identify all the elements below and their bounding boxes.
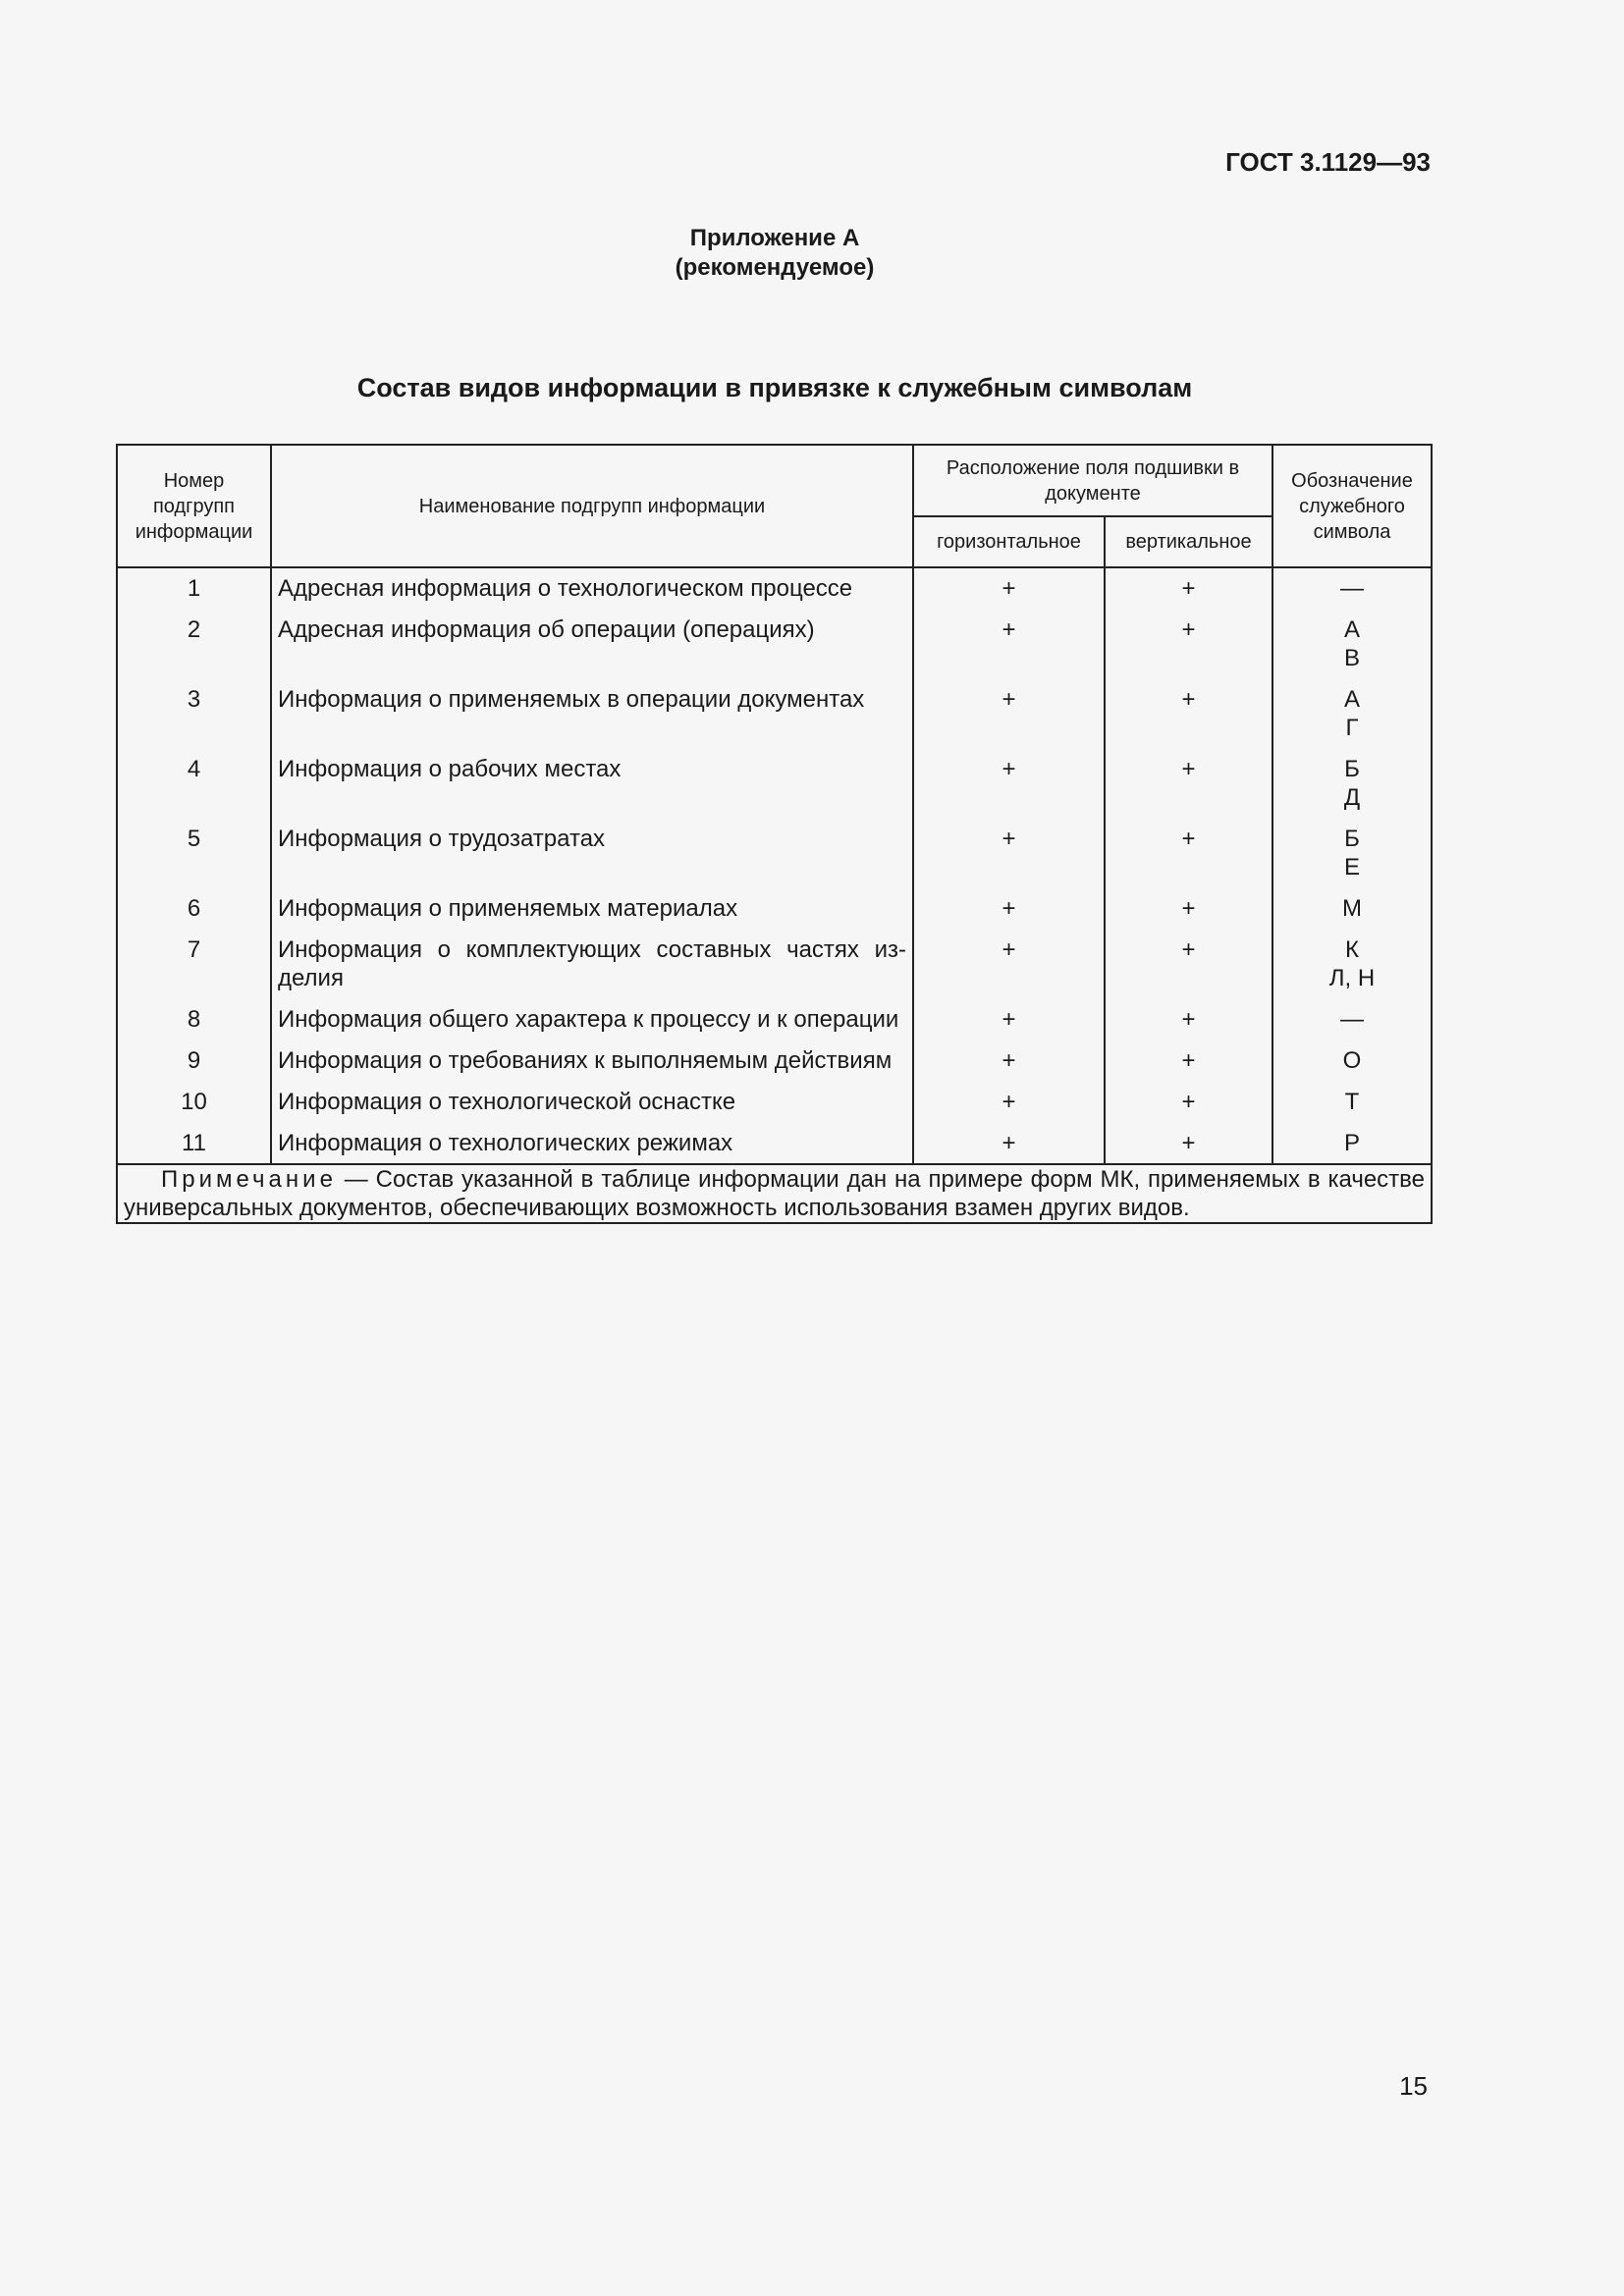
row-name: Информация о требованиях к выполняемым действиям — [271, 1041, 913, 1082]
row-number: 7 — [117, 930, 271, 999]
row-horizontal: + — [913, 819, 1105, 888]
symbol-line: А — [1343, 616, 1360, 643]
row-vertical: + — [1105, 1082, 1272, 1123]
row-vertical: + — [1105, 567, 1272, 610]
row-vertical: + — [1105, 610, 1272, 679]
info-table — [116, 444, 1433, 1224]
table-row — [117, 610, 1432, 679]
row-number: 5 — [117, 819, 271, 888]
symbol-line: — — [1340, 1006, 1364, 1033]
row-symbol — [1272, 567, 1432, 610]
table-row — [117, 749, 1432, 819]
row-number: 4 — [117, 749, 271, 819]
table-title: Состав видов информации в привязке к служебным символам — [356, 373, 1193, 402]
header-horizontal: горизонтальное — [913, 516, 1105, 567]
row-horizontal: + — [913, 1041, 1105, 1082]
symbol-line: А — [1343, 686, 1360, 713]
page-number: 15 — [1399, 2071, 1428, 2101]
symbol-line: О — [1342, 1047, 1362, 1074]
row-name: Информация общего характера к процессу и к операции — [271, 999, 913, 1041]
row-symbol — [1272, 1082, 1432, 1123]
symbol-line: Б — [1344, 826, 1360, 852]
table-row — [117, 1041, 1432, 1082]
row-number: 8 — [117, 999, 271, 1041]
row-vertical: + — [1105, 999, 1272, 1041]
row-vertical: + — [1105, 749, 1272, 819]
appendix-heading — [0, 224, 1549, 283]
row-symbol — [1272, 888, 1432, 930]
row-symbol — [1272, 679, 1432, 749]
header-name: Наименование подгрупп информации — [271, 445, 913, 567]
row-vertical: + — [1105, 888, 1272, 930]
table-row — [117, 930, 1432, 999]
symbol-line: Б — [1344, 756, 1360, 782]
row-horizontal: + — [913, 1082, 1105, 1123]
row-symbol — [1272, 1123, 1432, 1164]
row-vertical: + — [1105, 1041, 1272, 1082]
symbol-line: — — [1340, 575, 1364, 602]
row-horizontal: + — [913, 888, 1105, 930]
symbol-line: К — [1345, 936, 1359, 963]
table-row — [117, 819, 1432, 888]
table-body — [117, 567, 1432, 1164]
row-number: 3 — [117, 679, 271, 749]
header-symbol: Обозначение служебного символа — [1272, 445, 1432, 567]
row-number: 11 — [117, 1123, 271, 1164]
row-name: Информация о технологических режимах — [271, 1123, 913, 1164]
row-number: 6 — [117, 888, 271, 930]
note-label: Примечание — [161, 1166, 337, 1193]
row-horizontal: + — [913, 610, 1105, 679]
row-name: Адресная информация об операции (операциях) — [271, 610, 913, 679]
symbol-line: Т — [1344, 1089, 1360, 1115]
row-name: Информация о применяемых в операции документах — [271, 679, 913, 749]
row-name: Информация о рабочих местах — [271, 749, 913, 819]
row-number: 9 — [117, 1041, 271, 1082]
appendix-title: Приложение А — [689, 225, 860, 251]
appendix-subtitle: (рекомендуемое) — [675, 254, 875, 281]
row-number: 2 — [117, 610, 271, 679]
table-row — [117, 679, 1432, 749]
row-number: 1 — [117, 567, 271, 610]
row-symbol — [1272, 819, 1432, 888]
symbol-line: Л, Н — [1328, 965, 1376, 991]
row-symbol — [1272, 749, 1432, 819]
table-row — [117, 1123, 1432, 1164]
row-vertical: + — [1105, 819, 1272, 888]
row-symbol — [1272, 610, 1432, 679]
document-code: ГОСТ 3.1129—93 — [1225, 147, 1431, 177]
row-name: Информация о применяемых материалах — [271, 888, 913, 930]
row-name: Адресная информация о технологическом процессе — [271, 567, 913, 610]
note-text: — Состав указанной в таблице информации дан на примере форм МК, применяемых в качестве универсальных документов, обеспечивающих возможность использования взамен других видов. — [124, 1166, 1425, 1221]
symbol-line: М — [1342, 895, 1362, 922]
table-row — [117, 567, 1432, 610]
symbol-line: Е — [1343, 854, 1360, 881]
row-horizontal: + — [913, 749, 1105, 819]
row-name: Информация о технологической оснастке — [271, 1082, 913, 1123]
header-vertical: вертикальное — [1105, 516, 1272, 567]
symbol-line: Д — [1343, 784, 1361, 811]
table-row — [117, 999, 1432, 1041]
symbol-line: В — [1343, 645, 1360, 671]
header-location: Расположение поля подшивки в документе — [913, 445, 1272, 516]
row-vertical: + — [1105, 930, 1272, 999]
row-horizontal: + — [913, 1123, 1105, 1164]
table-row — [117, 888, 1432, 930]
row-vertical: + — [1105, 679, 1272, 749]
row-horizontal: + — [913, 999, 1105, 1041]
row-symbol — [1272, 1041, 1432, 1082]
row-horizontal: + — [913, 567, 1105, 610]
row-number: 10 — [117, 1082, 271, 1123]
row-vertical: + — [1105, 1123, 1272, 1164]
header-number: Номер подгрупп информации — [117, 445, 271, 567]
row-symbol — [1272, 999, 1432, 1041]
row-horizontal: + — [913, 679, 1105, 749]
table-row — [117, 1082, 1432, 1123]
symbol-line: Р — [1343, 1130, 1360, 1156]
row-symbol — [1272, 930, 1432, 999]
table-note — [117, 1164, 1432, 1223]
symbol-line: Г — [1345, 715, 1359, 741]
row-horizontal: + — [913, 930, 1105, 999]
row-name: Информация о комплектующих составных частях изделия — [271, 930, 913, 999]
row-name: Информация о трудозатратах — [271, 819, 913, 888]
